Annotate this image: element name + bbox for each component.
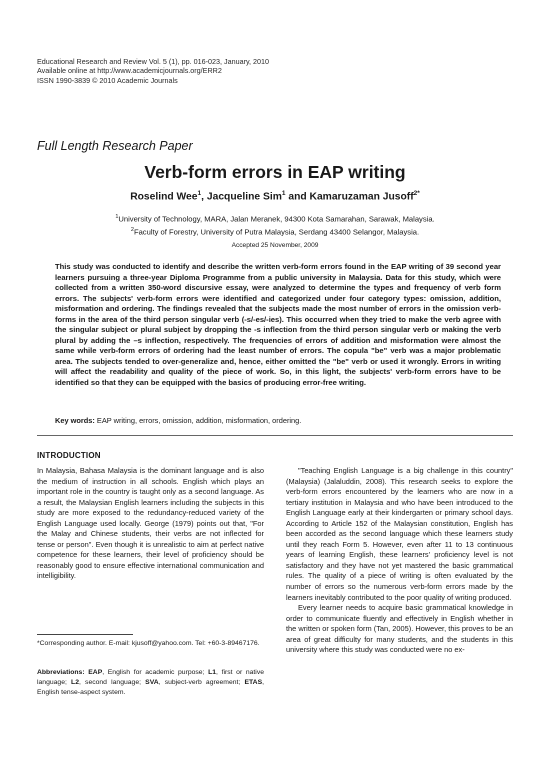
author-name: Roselind Wee [130,191,198,203]
paragraph: Every learner needs to acquire basic grammatical knowledge in order to communicate fluently and effectively in English whether in the written or spoken form (Tan, 2005). However, this proves to be an area of great difficulty for many students, and the students in this university where this study was conducted were no ex- [286,603,513,655]
left-column [37,466,264,582]
author-list [0,190,550,202]
journal-url: Available online at http://www.academicjournals.org/ERR2 [37,66,222,76]
paper-title: Verb-form errors in EAP writing [144,162,406,182]
footnote-divider [37,634,133,635]
abstract: This study was conducted to identify and describe the written verb-form errors found in the EAP writing of 39 second year learners pursuing a three-year Diploma Programme from a public university in Malaysia. Data for this study, which were collected from a written 350-word discursive essay, were analyzed to determine the types and frequency of verb form errors. The subjects' verb-form errors were identified and categorized under four category types: omission, addition, misformation and ordering. The findings revealed that the subjects made the most number of errors in the omission verb-forms in the area of the third person singular verb (-s/-es/-ies). This occurred when they tried to make the verb agree with the singular subject or plural subject by dropping the -s inflection from the third person singular verb or making the verb plural by adding the –s inflection, respectively. The frequencies of errors of addition and misformation were almost the same while verb-form errors of ordering had the least number of errors. The copula "be" verb was a major problematic area. The subjects tended to over-generalize and, hence, either omitted the "be" verb or used it wrongly. Errors in writing will affect the readability and quality of the piece of work. So, in this light, the subjects' verb-form errors have to be identified so that they can be equipped with the basics of producing error-free writing. [55,262,501,388]
author-affil-mark: 1 [281,190,286,197]
journal-issn: ISSN 1990-3839 © 2010 Academic Journals [37,75,178,85]
paragraph: In Malaysia, Bahasa Malaysia is the dominant language and is also the medium of instruction in all schools. English which plays an important role in the country is taught only as a second language. As a result, the Malaysian English learners including the subjects in this study are more exposed to the redundancy-reduced variety of the English Language used locally. George (1979) points out that, "For the Malay and Chinese students, their verbs are not inflected for tense or person". Even though it is unrealistic to aim at perfect native competence for these learners, their level of proficiency should be reasonably good to ensure effective international communication and intelligibility. [37,466,264,581]
journal-citation: Educational Research and Review Vol. 5 (1), pp. 016-023, January, 2010 [37,57,270,66]
keywords-text: EAP writing, errors, omission, addition, misformation, ordering. [94,416,302,425]
right-column [286,466,513,656]
author-separator: , [201,191,207,203]
abbreviations: Abbreviations: EAP, English for academic purpose; L1, first or native language; L2, second language; SVA, subject-verb agreement; ETAS, English tense-aspect system. [37,669,264,696]
journal-header [37,57,517,85]
author-affil-mark: 2* [413,190,420,197]
paper-type: Full Length Research Paper [37,139,193,153]
keywords-label: Key words: [55,416,95,425]
section-divider [37,435,513,436]
section-heading: INTRODUCTION [37,451,101,460]
abbreviations-label: Abbreviations: [37,669,85,676]
corresponding-author-footnote: *Corresponding author. E-mail: kjusoff@yahoo.com. Tel: +60-3-89467176. [37,640,260,647]
keywords [55,416,501,425]
affiliation-line: $^2$Faculty of Forestry, University of Putra Malaysia, Serdang 43400 Selangor, Malaysia. [130,227,420,237]
paragraph: "Teaching English Language is a big challenge in this country" (Malaysia) (Jalaluddin, 2008). This research seeks to explore the verb-form errors encountered by the learners who are now in a tertiary institution in Malaysia and who have been introduced to the English Language early at their kindergarten or primary school days. According to Article 152 of the Malaysian constitution, English has been accorded as the second language which these learners study until they reach Form 5. However, even after 11 to 13 continuous years of learning English, these learners' proficiency level is not satisfactory and they have not yet mastered the basic grammatical rules. The quality of a piece of writing is often evaluated by the number of errors so the numerous verb-form errors made by the learners inevitably contributed to the poor quality of writing produced. [286,466,513,602]
author-name: Kamaruzaman Jusoff [309,191,414,203]
affiliations [0,212,550,239]
author-affil-mark: 1 [197,190,202,197]
affiliation-line: $^1$University of Technology, MARA, Jalan Meranek, 94300 Kota Samarahan, Sarawak, Malaysia. [115,214,435,224]
author-separator: and [285,191,310,203]
author-name: Jacqueline Sim [206,191,282,203]
accepted-date: Accepted 25 November, 2009 [231,242,319,249]
